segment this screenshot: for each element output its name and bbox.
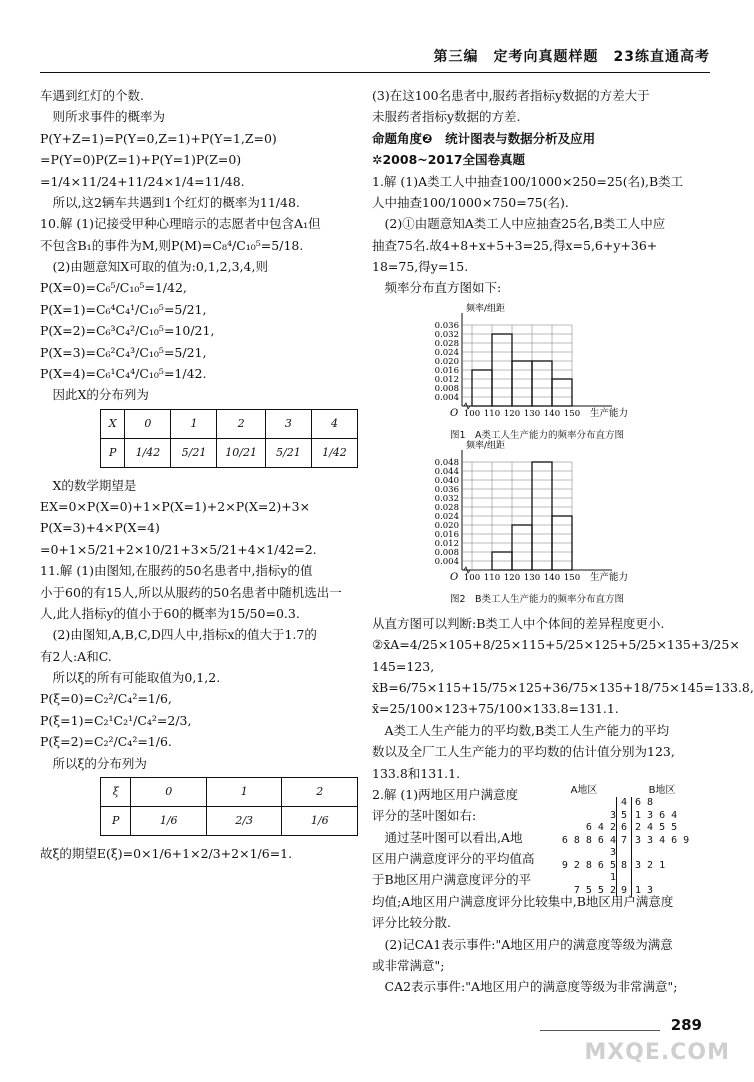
formula-line: P(X=1)=C₆⁴C₄¹/C₁₀⁵=5/21,: [40, 301, 207, 317]
text-line: (2)由题意知X可取的值为:0,1,2,3,4,则: [40, 259, 268, 274]
text-line: X的数学期望是: [40, 477, 137, 493]
stem: 4: [616, 797, 632, 810]
y-axis-label: 频率/组距: [466, 440, 506, 451]
figure-caption-b: 图2 B类工人生产能力的频率分布直方图: [449, 594, 625, 606]
problem-2: 2.解 (1)两地区用户满意度: [372, 786, 519, 802]
formula-line: =0+1×5/21+2×10/21+3×5/21+4×1/42=2.: [40, 541, 317, 557]
text-line: (3)在这100名患者中,服药者指标y数据的方差大于: [372, 88, 650, 103]
text-line: (2)记CA1表示事件:"A地区用户的满意度等级为满意: [372, 936, 673, 952]
y-tick-label: 0.032: [434, 493, 459, 504]
y-tick-label: 0.028: [434, 338, 459, 349]
leaf-b: 6 8: [635, 797, 654, 809]
leaf-a: 7 5 5 2: [573, 884, 616, 896]
y-tick-label: 0.008: [434, 383, 459, 394]
x-tick-label: 120: [503, 572, 521, 583]
stem-head-a: A地区: [570, 784, 598, 796]
y-tick-label: 0.020: [434, 520, 459, 531]
text-line: 从直方图可以判断:B类工人中个体间的差异程度更小.: [372, 615, 665, 631]
text-line: 频率分布直方图如下:: [372, 280, 502, 296]
leaf-b: 3 3 4 6 9: [635, 834, 690, 846]
problem-1: 1.解 (1)A类工人中抽查100/1000×250=25(名),B类工: [372, 173, 684, 189]
text-line: 小于60的有15人,所以从服药的50名患者中随机选出一: [40, 584, 342, 600]
stem-leaf-row: [552, 860, 702, 885]
leaf-a: 9 2 8 6 5 1: [561, 859, 616, 884]
histogram-a: [372, 304, 702, 422]
formula-line: P(X=2)=C₆³C₄²/C₁₀⁵=10/21,: [40, 323, 215, 339]
section-title: 命题角度❷ 统计图表与数据分析及应用: [372, 130, 596, 146]
y-tick-label: 0.008: [434, 547, 459, 558]
header-rule: [40, 72, 710, 73]
text-line: 因此X的分布列为: [40, 387, 149, 403]
formula-line: =P(Y=0)P(Z=1)+P(Y=1)P(Z=0): [40, 152, 242, 168]
y-tick-label: 0.048: [434, 457, 459, 468]
stem: 9: [616, 885, 632, 898]
text-line: (2)①由题意知A类工人中应抽查25名,B类工人中应: [372, 216, 666, 232]
formula-line: P(X=3)+4×P(X=4): [40, 520, 160, 536]
text-line: CA2表示事件:"A地区用户的满意度等级为非常满意";: [372, 979, 678, 995]
histogram-bar: [512, 361, 532, 406]
text-line: 评分比较分散.: [372, 915, 451, 931]
watermark: MXQE.COM: [584, 1040, 730, 1065]
text-line: 区用户满意度评分的平均值高: [372, 851, 535, 867]
formula-line: x̄=25/100×123+75/100×133.8=131.1.: [372, 701, 619, 717]
stem: 8: [616, 860, 632, 885]
formula-line: P(ξ=0)=C₂²/C₄²=1/6,: [40, 691, 172, 707]
text-line: A类工人生产能力的平均数,B类工人生产能力的平均: [372, 722, 670, 738]
text-line: 数以及全厂工人生产能力的平均数的估计值分别为123,: [372, 744, 675, 760]
formula-line: =1/4×11/24+11/24×1/4=11/48.: [40, 173, 245, 189]
origin-label: O: [450, 571, 459, 583]
formula-line: P(ξ=1)=C₂¹C₂¹/C₄²=2/3,: [40, 712, 192, 728]
text-line: 或非常满意";: [372, 957, 445, 973]
text-line: 人中抽查100/1000×750=75(名).: [372, 194, 569, 210]
y-tick-label: 0.004: [434, 392, 459, 403]
y-tick-label: 0.044: [434, 466, 459, 477]
leaf-b: 1 3: [635, 884, 654, 896]
formula-line: P(ξ=2)=C₂²/C₄²=1/6.: [40, 734, 172, 750]
x-tick-label: 150: [563, 408, 581, 419]
stem-head-b: B地区: [648, 784, 676, 796]
left-column: [40, 86, 358, 865]
running-header: 第三编 定考向真题样题 23练直通高考: [433, 49, 710, 65]
stem: 7: [616, 835, 632, 860]
formula-line: 145=123,: [372, 658, 435, 674]
formula-line: P(X=3)=C₆²C₄³/C₁₀⁵=5/21,: [40, 344, 207, 360]
origin-label: O: [450, 407, 459, 419]
formula-line: 故ξ的期望E(ξ)=0×1/6+1×2/3+2×1/6=1.: [40, 845, 293, 861]
leaf-b: 2 4 5 5: [635, 822, 678, 834]
y-tick-label: 0.004: [434, 556, 459, 567]
stem: 6: [616, 822, 632, 835]
text-line: 18=75,得y=15.: [372, 259, 469, 274]
y-tick-label: 0.032: [434, 329, 459, 340]
y-tick-label: 0.016: [434, 529, 459, 540]
stem-leaf-row: [552, 797, 702, 810]
text-line: 人,此人指标y的值小于60的概率为15/50=0.3.: [40, 605, 300, 621]
figure-caption-a: 图1 A类工人生产能力的频率分布直方图: [449, 430, 625, 442]
formula-line: EX=0×P(X=0)+1×P(X=1)+2×P(X=2)+3×: [40, 499, 311, 514]
histogram-bar: [512, 525, 532, 570]
page-number: 289: [670, 1016, 702, 1034]
text-line: 则所求事件的概率为: [40, 109, 166, 125]
text-line: 所以ξ的所有可能取值为0,1,2.: [40, 670, 221, 685]
x-tick-label: 130: [523, 408, 541, 419]
histogram-bar: [532, 361, 552, 406]
stem-leaf-row: [552, 810, 702, 823]
text-line: 于B地区用户满意度评分的平: [372, 872, 532, 888]
x-tick-label: 120: [503, 408, 521, 419]
text-line: 通过茎叶图可以看出,A地: [372, 829, 523, 845]
leaf-a: 3: [609, 809, 616, 821]
y-tick-label: 0.012: [434, 538, 459, 549]
leaf-b: 3 2 1: [635, 859, 666, 871]
text-line: 车遇到红灯的个数.: [40, 88, 144, 103]
section-subtitle: ✲2008~2017全国卷真题: [372, 152, 526, 168]
formula-line: P(Y+Z=1)=P(Y=0,Z=1)+P(Y=1,Z=0): [40, 130, 277, 146]
x-tick-label: 140: [543, 408, 561, 419]
footer-rule: [540, 1030, 660, 1031]
x-tick-label: 100: [463, 572, 481, 583]
leaf-a: 6 4 2: [585, 822, 616, 834]
formula-line: P(X=0)=C₆⁵/C₁₀⁵=1/42,: [40, 280, 187, 296]
y-tick-label: 0.024: [434, 347, 459, 358]
y-tick-label: 0.036: [434, 484, 459, 495]
formula-line: P(X=4)=C₆¹C₄⁴/C₁₀⁵=1/42.: [40, 365, 207, 381]
y-tick-label: 0.020: [434, 356, 459, 367]
y-tick-label: 0.028: [434, 502, 459, 513]
text-line: 抽查75名.故4+8+x+5+3=25,得x=5,6+y+36+: [372, 237, 658, 253]
text-line: 未服药者指标y数据的方差.: [372, 109, 521, 125]
text-line: 有2人:A和C.: [40, 648, 112, 664]
x-tick-label: 140: [543, 572, 561, 583]
text-line: 所以,这2辆车共遇到1个红灯的概率为11/48.: [40, 194, 300, 210]
xi-distribution-table: ξ 0 1 2 P 1/6 2/3 1/6: [100, 777, 358, 836]
stem-leaf-row: [552, 835, 702, 860]
histogram-b: [372, 440, 702, 586]
x-tick-label: 150: [563, 572, 581, 583]
y-tick-label: 0.040: [434, 475, 459, 486]
problem-11: 11.解 (1)由图知,在服药的50名患者中,指标y的值: [40, 563, 313, 579]
text-line: (2)由图知,A,B,C,D四人中,指标x的值大于1.7的: [40, 627, 317, 643]
x-tick-label: 110: [483, 572, 501, 583]
formula-line: x̄B=6/75×115+15/75×125+36/75×135+18/75×145=133.8,: [372, 680, 754, 696]
leaf-a: 6 8 8 6 4 3: [561, 834, 616, 859]
stem-leaf-row: [552, 885, 702, 898]
stem-leaf-plot: [552, 785, 702, 898]
text-line: 133.8和131.1.: [372, 765, 461, 781]
y-tick-label: 0.016: [434, 365, 459, 376]
x-tick-label: 100: [463, 408, 481, 419]
y-tick-label: 0.024: [434, 511, 459, 522]
y-tick-label: 0.012: [434, 374, 459, 385]
problem-2-block: [372, 784, 702, 896]
histogram-bar: [552, 379, 572, 406]
text-line: 均值;A地区用户满意度评分比较集中,B地区用户满意度: [372, 893, 674, 909]
x-axis-label: 生产能力: [590, 571, 629, 583]
stem-rows: [552, 797, 702, 897]
text-line: 所以ξ的分布列为: [40, 755, 147, 771]
y-tick-label: 0.036: [434, 320, 459, 331]
x-distribution-table: X 0 1 2 3 4 P 1/42 5/21 10/21 5/21 1/42: [100, 409, 358, 468]
formula-line: ②x̄A=4/25×105+8/25×115+5/25×125+5/25×135+3/25×: [372, 637, 740, 653]
stem: 5: [616, 810, 632, 823]
right-column: [372, 86, 754, 999]
text-line: 不包含B₁的事件为M,则P(M)=C₈⁴/C₁₀⁵=5/18.: [40, 237, 304, 253]
leaf-b: 1 3 6 4: [635, 809, 678, 821]
x-tick-label: 110: [483, 408, 501, 419]
text-line: 评分的茎叶图如右:: [372, 808, 477, 824]
y-axis-label: 频率/组距: [466, 303, 506, 314]
stem-leaf-row: [552, 822, 702, 835]
leaf-a: [552, 797, 616, 810]
x-tick-label: 130: [523, 572, 541, 583]
problem-10: 10.解 (1)记接受甲种心理暗示的志愿者中包含A₁但: [40, 216, 321, 232]
x-axis-label: 生产能力: [590, 407, 629, 419]
